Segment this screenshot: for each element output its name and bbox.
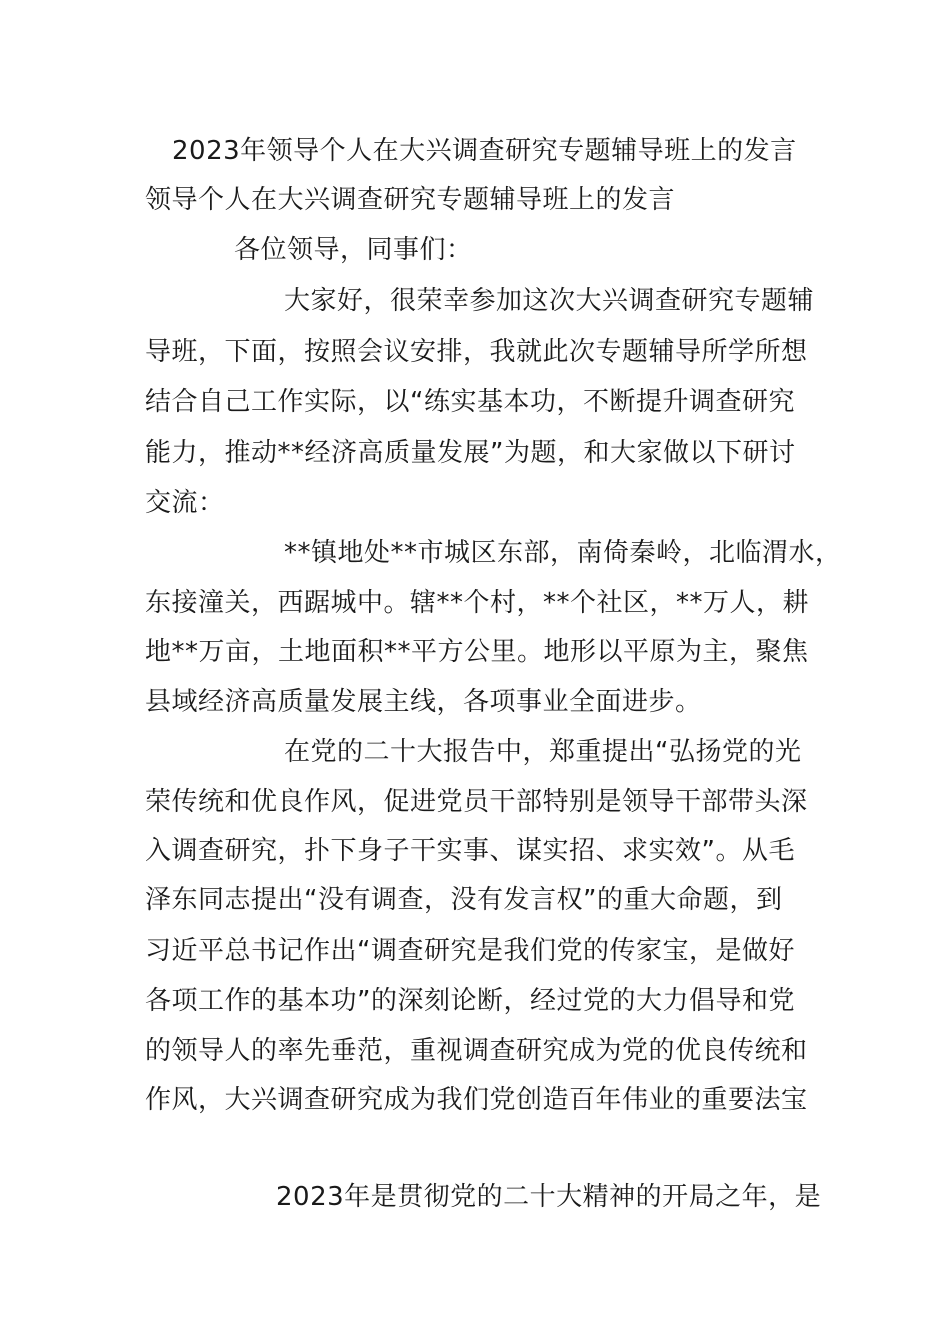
paragraph-line: 导班，下面，按照会议安排，我就此次专题辅导所学所想 bbox=[145, 337, 808, 367]
paragraph-line: 入调查研究，扑下身子干实事、谋实招、求实效”。从毛 bbox=[145, 836, 795, 866]
salutation: 各位领导，同事们： bbox=[234, 235, 473, 265]
paragraph-line: 泽东同志提出“没有调查，没有发言权”的重大命题，到 bbox=[145, 885, 783, 915]
paragraph-line: **镇地处**市城区东部，南倚秦岭，北临渭水， bbox=[284, 538, 842, 568]
paragraph-line: 能力，推动**经济高质量发展”为题，和大家做以下研讨 bbox=[145, 438, 796, 468]
paragraph-line: 东接潼关，西踞城中。辖**个村，**个社区，**万人，耕 bbox=[145, 588, 810, 618]
paragraph-line: 交流： bbox=[145, 488, 225, 518]
paragraph-line: 荣传统和优良作风，促进党员干部特别是领导干部带头深 bbox=[145, 787, 808, 817]
paragraph-line: 2023年是贯彻党的二十大精神的开局之年，是 bbox=[276, 1182, 822, 1212]
paragraph-line: 作风，大兴调查研究成为我们党创造百年伟业的重要法宝 bbox=[145, 1085, 808, 1115]
paragraph-line: 各项工作的基本功”的深刻论断，经过党的大力倡导和党 bbox=[145, 986, 795, 1016]
paragraph-line: 地**万亩，土地面积**平方公里。地形以平原为主，聚焦 bbox=[145, 637, 809, 667]
document-title: 2023年领导个人在大兴调查研究专题辅导班上的发言 bbox=[172, 136, 797, 166]
paragraph-line: 县域经济高质量发展主线，各项事业全面进步。 bbox=[145, 687, 702, 717]
paragraph-line: 在党的二十大报告中，郑重提出“弘扬党的光 bbox=[284, 737, 802, 767]
paragraph-line: 的领导人的率先垂范，重视调查研究成为党的优良传统和 bbox=[145, 1036, 808, 1066]
paragraph-line: 结合自己工作实际，以“练实基本功，不断提升调查研究 bbox=[145, 387, 795, 417]
document-subtitle: 领导个人在大兴调查研究专题辅导班上的发言 bbox=[145, 185, 676, 215]
paragraph-line: 习近平总书记作出“调查研究是我们党的传家宝，是做好 bbox=[145, 936, 795, 966]
paragraph-line: 大家好，很荣幸参加这次大兴调查研究专题辅 bbox=[284, 286, 815, 316]
